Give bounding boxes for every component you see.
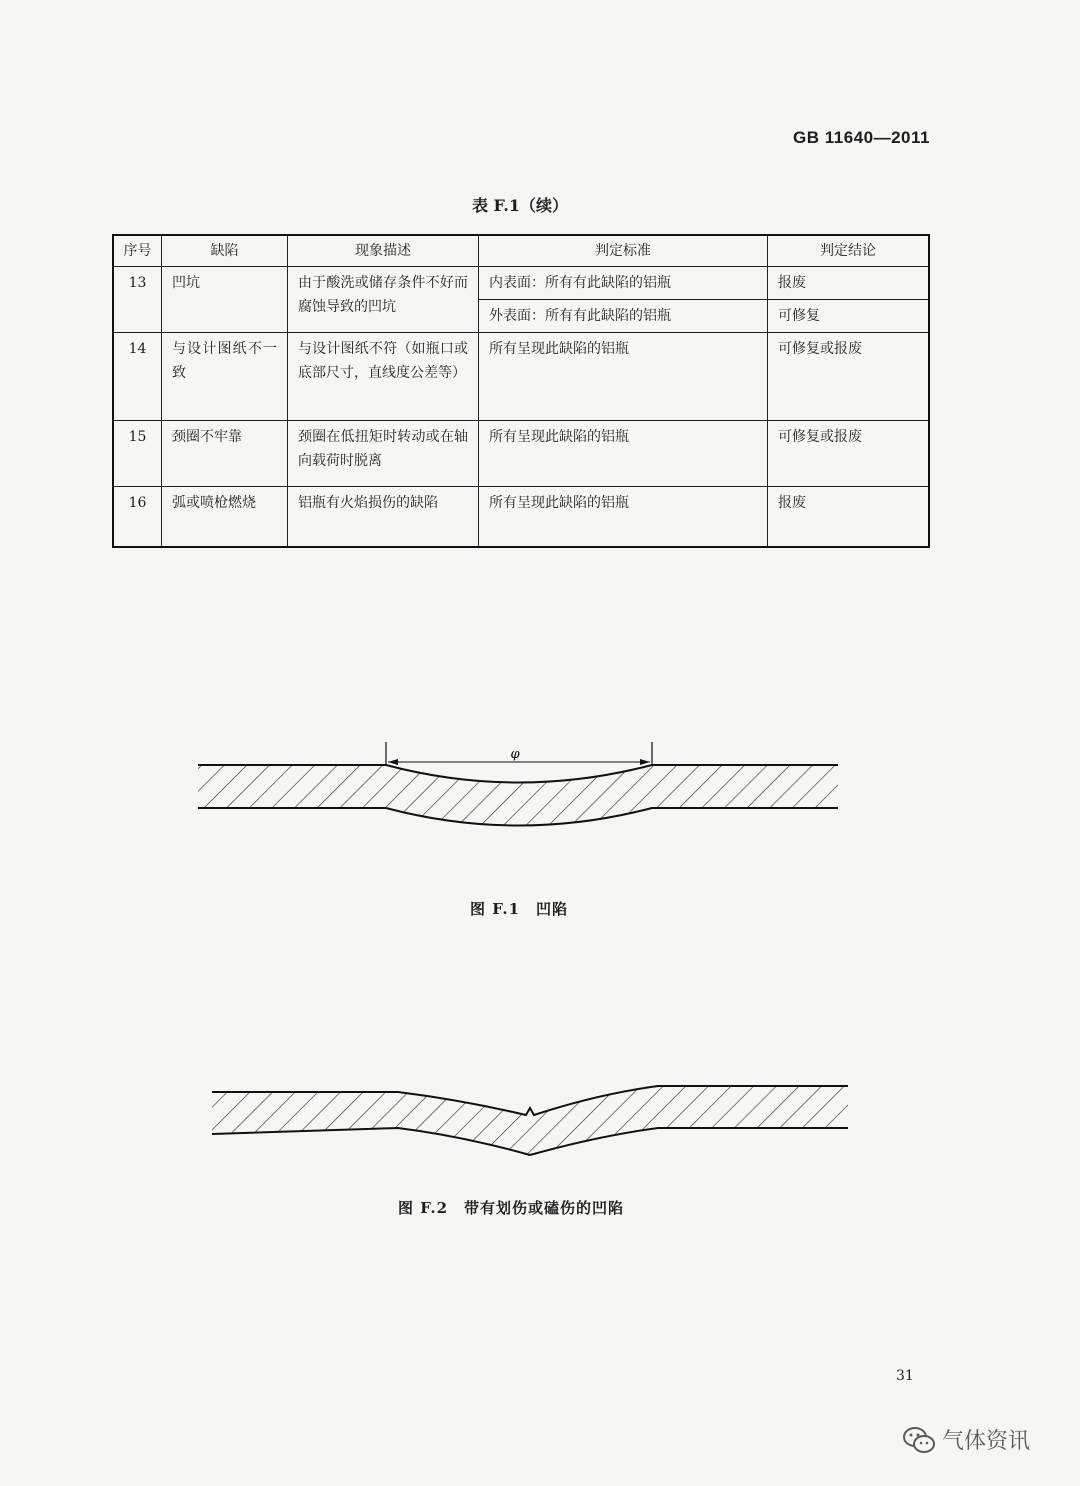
row-description: 与设计图纸不符（如瓶口或底部尺寸，直线度公差等） bbox=[288, 333, 479, 421]
row-description: 由于酸洗或储存条件不好而腐蚀导致的凹坑 bbox=[288, 267, 479, 333]
page-number: 31 bbox=[896, 1368, 914, 1384]
table-row bbox=[113, 333, 929, 421]
row-criteria: 内表面：所有有此缺陷的铝瓶 bbox=[479, 267, 768, 300]
table-header-row bbox=[113, 235, 929, 267]
dimension-arrow-right-icon bbox=[640, 759, 650, 765]
header-defect: 缺陷 bbox=[162, 235, 288, 267]
watermark-text: 气体资讯 bbox=[942, 1429, 1031, 1454]
row-num: 16 bbox=[113, 487, 162, 547]
row-verdict: 报废 bbox=[768, 267, 930, 300]
wechat-icon bbox=[902, 1425, 936, 1455]
table-row bbox=[113, 487, 929, 547]
figure-caption-f2: 图 F.2 带有划伤或磕伤的凹陷 bbox=[398, 1199, 625, 1217]
dimension-label: φ bbox=[510, 747, 520, 762]
row-verdict: 报废 bbox=[768, 487, 930, 547]
row-criteria: 所有呈现此缺陷的铝瓶 bbox=[479, 421, 768, 487]
header-description: 现象描述 bbox=[288, 235, 479, 267]
header-verdict: 判定结论 bbox=[768, 235, 930, 267]
figure-scratched-dent-diagram bbox=[0, 1070, 1080, 1160]
row-criteria: 所有呈现此缺陷的铝瓶 bbox=[479, 487, 768, 547]
header-criteria: 判定标准 bbox=[479, 235, 768, 267]
row-defect: 凹坑 bbox=[162, 267, 288, 333]
table-caption: 表 F.1（续） bbox=[471, 196, 569, 215]
row-verdict: 可修复 bbox=[768, 300, 930, 333]
figure-caption-f1: 图 F.1 凹陷 bbox=[470, 900, 569, 918]
dimension-arrow-left-icon bbox=[388, 759, 398, 765]
row-defect: 弧或喷枪燃烧 bbox=[162, 487, 288, 547]
row-num: 13 bbox=[113, 267, 162, 333]
header-num: 序号 bbox=[113, 235, 162, 267]
standard-code: GB 11640—2011 bbox=[793, 128, 930, 147]
row-defect: 颈圈不牢靠 bbox=[162, 421, 288, 487]
row-description: 颈圈在低扭矩时转动或在轴向载荷时脱离 bbox=[288, 421, 479, 487]
row-verdict: 可修复或报废 bbox=[768, 421, 930, 487]
row-criteria: 所有呈现此缺陷的铝瓶 bbox=[479, 333, 768, 421]
row-verdict: 可修复或报废 bbox=[768, 333, 930, 421]
hatch-fill bbox=[205, 1075, 855, 1160]
row-criteria: 外表面：所有有此缺陷的铝瓶 bbox=[479, 300, 768, 333]
table-row bbox=[113, 421, 929, 487]
row-description: 铝瓶有火焰损伤的缺陷 bbox=[288, 487, 479, 547]
defect-table bbox=[112, 234, 930, 548]
watermark bbox=[902, 1424, 1030, 1455]
row-defect: 与设计图纸不一致 bbox=[162, 333, 288, 421]
row-num: 15 bbox=[113, 421, 162, 487]
table-row bbox=[113, 267, 929, 300]
row-num: 14 bbox=[113, 333, 162, 421]
figure-dent-diagram bbox=[0, 740, 1080, 850]
